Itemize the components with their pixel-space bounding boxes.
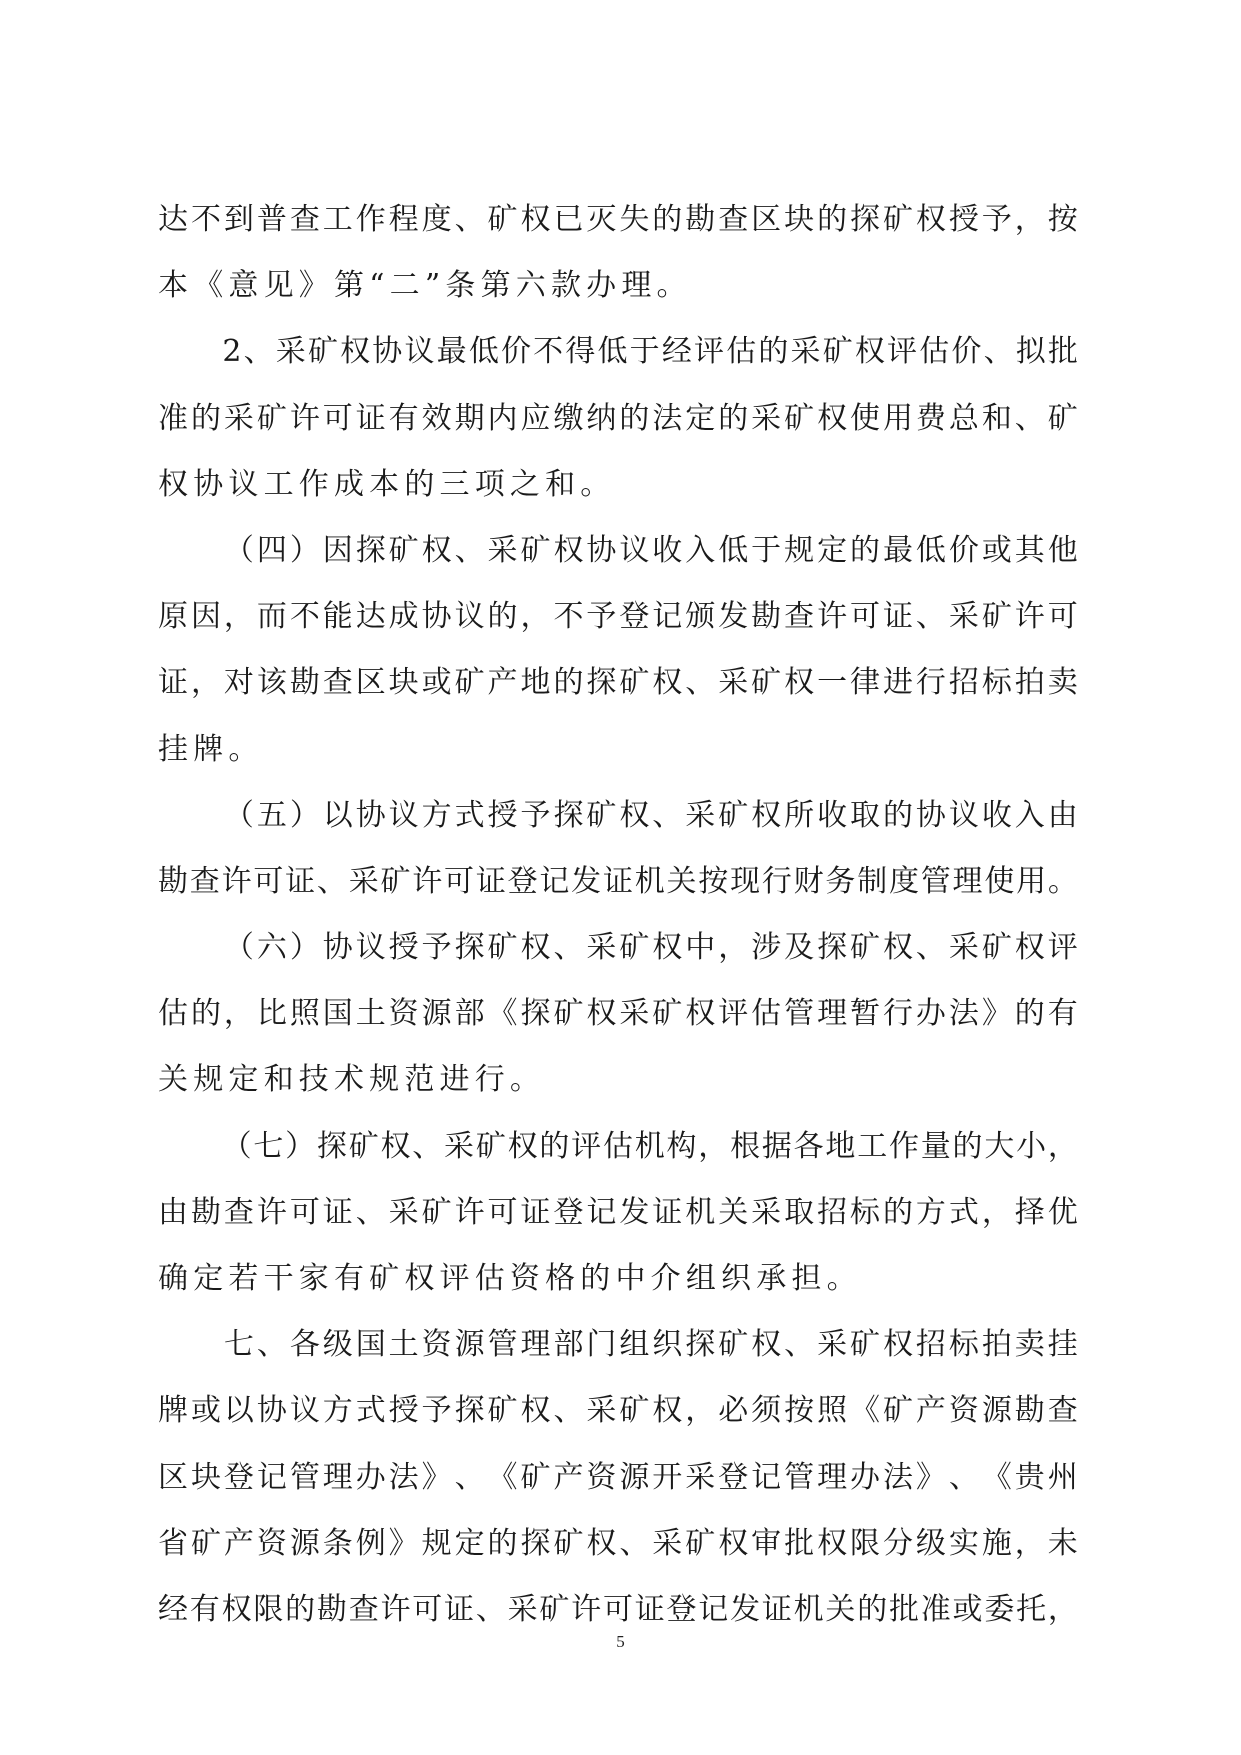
text-line: 证 ， 对 该 勘 查 区 块 或 矿 产 地 的 探 矿 权 、 采 矿 权 一 律 进 行 招 标 拍 卖 [158,665,1078,701]
text-line: 2 、 采 矿 权 协 议 最 低 价 不 得 低 于 经 评 估 的 采 矿 权 评 估 价 、 拟 批 [222,334,1078,370]
text-line: （ 四 ） 因 探 矿 权 、 采 矿 权 协 议 收 入 低 于 规 定 的 最 低 价 或 其 他 [223,532,1078,568]
text-line: 达 不 到 普 查 工 作 程 度 、 矿 权 已 灭 失 的 勘 查 区 块 的 探 矿 权 授 予 ， 按 [158,202,1078,237]
document-body [158,187,1078,1643]
text-line: 估 的 ， 比 照 国 土 资 源 部 《 探 矿 权 采 矿 权 评 估 管 理 暂 行 办 法 》 的 有 [158,996,1078,1032]
text-line: 经 有 权 限 的 勘 查 许 可 证 、 采 矿 许 可 证 登 记 发 证 机 关 的 批 准 或 委 托 ， [158,1591,1078,1627]
text-line: 确 定 若 干 家 有 矿 权 评 估 资 格 的 中 介 组 织 承 担 。 [158,1261,857,1296]
text-line: 牌 或 以 协 议 方 式 授 予 探 矿 权 、 采 矿 权 ， 必 须 按 照 《 矿 产 资 源 勘 查 [158,1393,1078,1429]
text-line: 由 勘 查 许 可 证 、 采 矿 许 可 证 登 记 发 证 机 关 采 取 招 标 的 方 式 ， 择 优 [158,1194,1078,1230]
page-number: 5 [616,1632,625,1651]
text-line: （ 六 ） 协 议 授 予 探 矿 权 、 采 矿 权 中 ， 涉 及 探 矿 权 、 采 矿 权 评 [223,930,1078,966]
text-line: 准 的 采 矿 许 可 证 有 效 期 内 应 缴 纳 的 法 定 的 采 矿 权 使 用 费 总 和 、 矿 [158,400,1078,436]
text-line: （ 五 ） 以 协 议 方 式 授 予 探 矿 权 、 采 矿 权 所 收 取 的 协 议 收 入 由 [223,797,1078,833]
text-line: 省 矿 产 资 源 条 例 》 规 定 的 探 矿 权 、 采 矿 权 审 批 权 限 分 级 实 施 ， 未 [158,1525,1078,1561]
text-line: 关 规 定 和 技 术 规 范 进 行 。 [158,1062,540,1098]
text-line: （ 七 ） 探 矿 权 、 采 矿 权 的 评 估 机 构 ， 根 据 各 地 工 作 量 的 大 小 ， [221,1128,1078,1164]
text-line: 原 因 ， 而 不 能 达 成 协 议 的 ， 不 予 登 记 颁 发 勘 查 许 可 证 、 采 矿 许 可 [158,599,1078,635]
text-line: 本 《 意 见 》 第 “ 二 ” 条 第 六 款 办 理 。 [158,268,687,304]
text-line: 挂 牌 。 [158,731,259,767]
text-line: 区 块 登 记 管 理 办 法 》 、 《 矿 产 资 源 开 采 登 记 管 理 办 法 》 、 《 贵 州 [158,1459,1078,1495]
text-line: 勘 查 许 可 证 、 采 矿 许 可 证 登 记 发 证 机 关 按 现 行 财 务 制 度 管 理 使 用 。 [158,863,1078,899]
text-line: 七 、 各 级 国 土 资 源 管 理 部 门 组 织 探 矿 权 、 采 矿 权 招 标 拍 卖 挂 [223,1327,1078,1363]
text-line: 权 协 议 工 作 成 本 的 三 项 之 和 。 [158,466,611,502]
